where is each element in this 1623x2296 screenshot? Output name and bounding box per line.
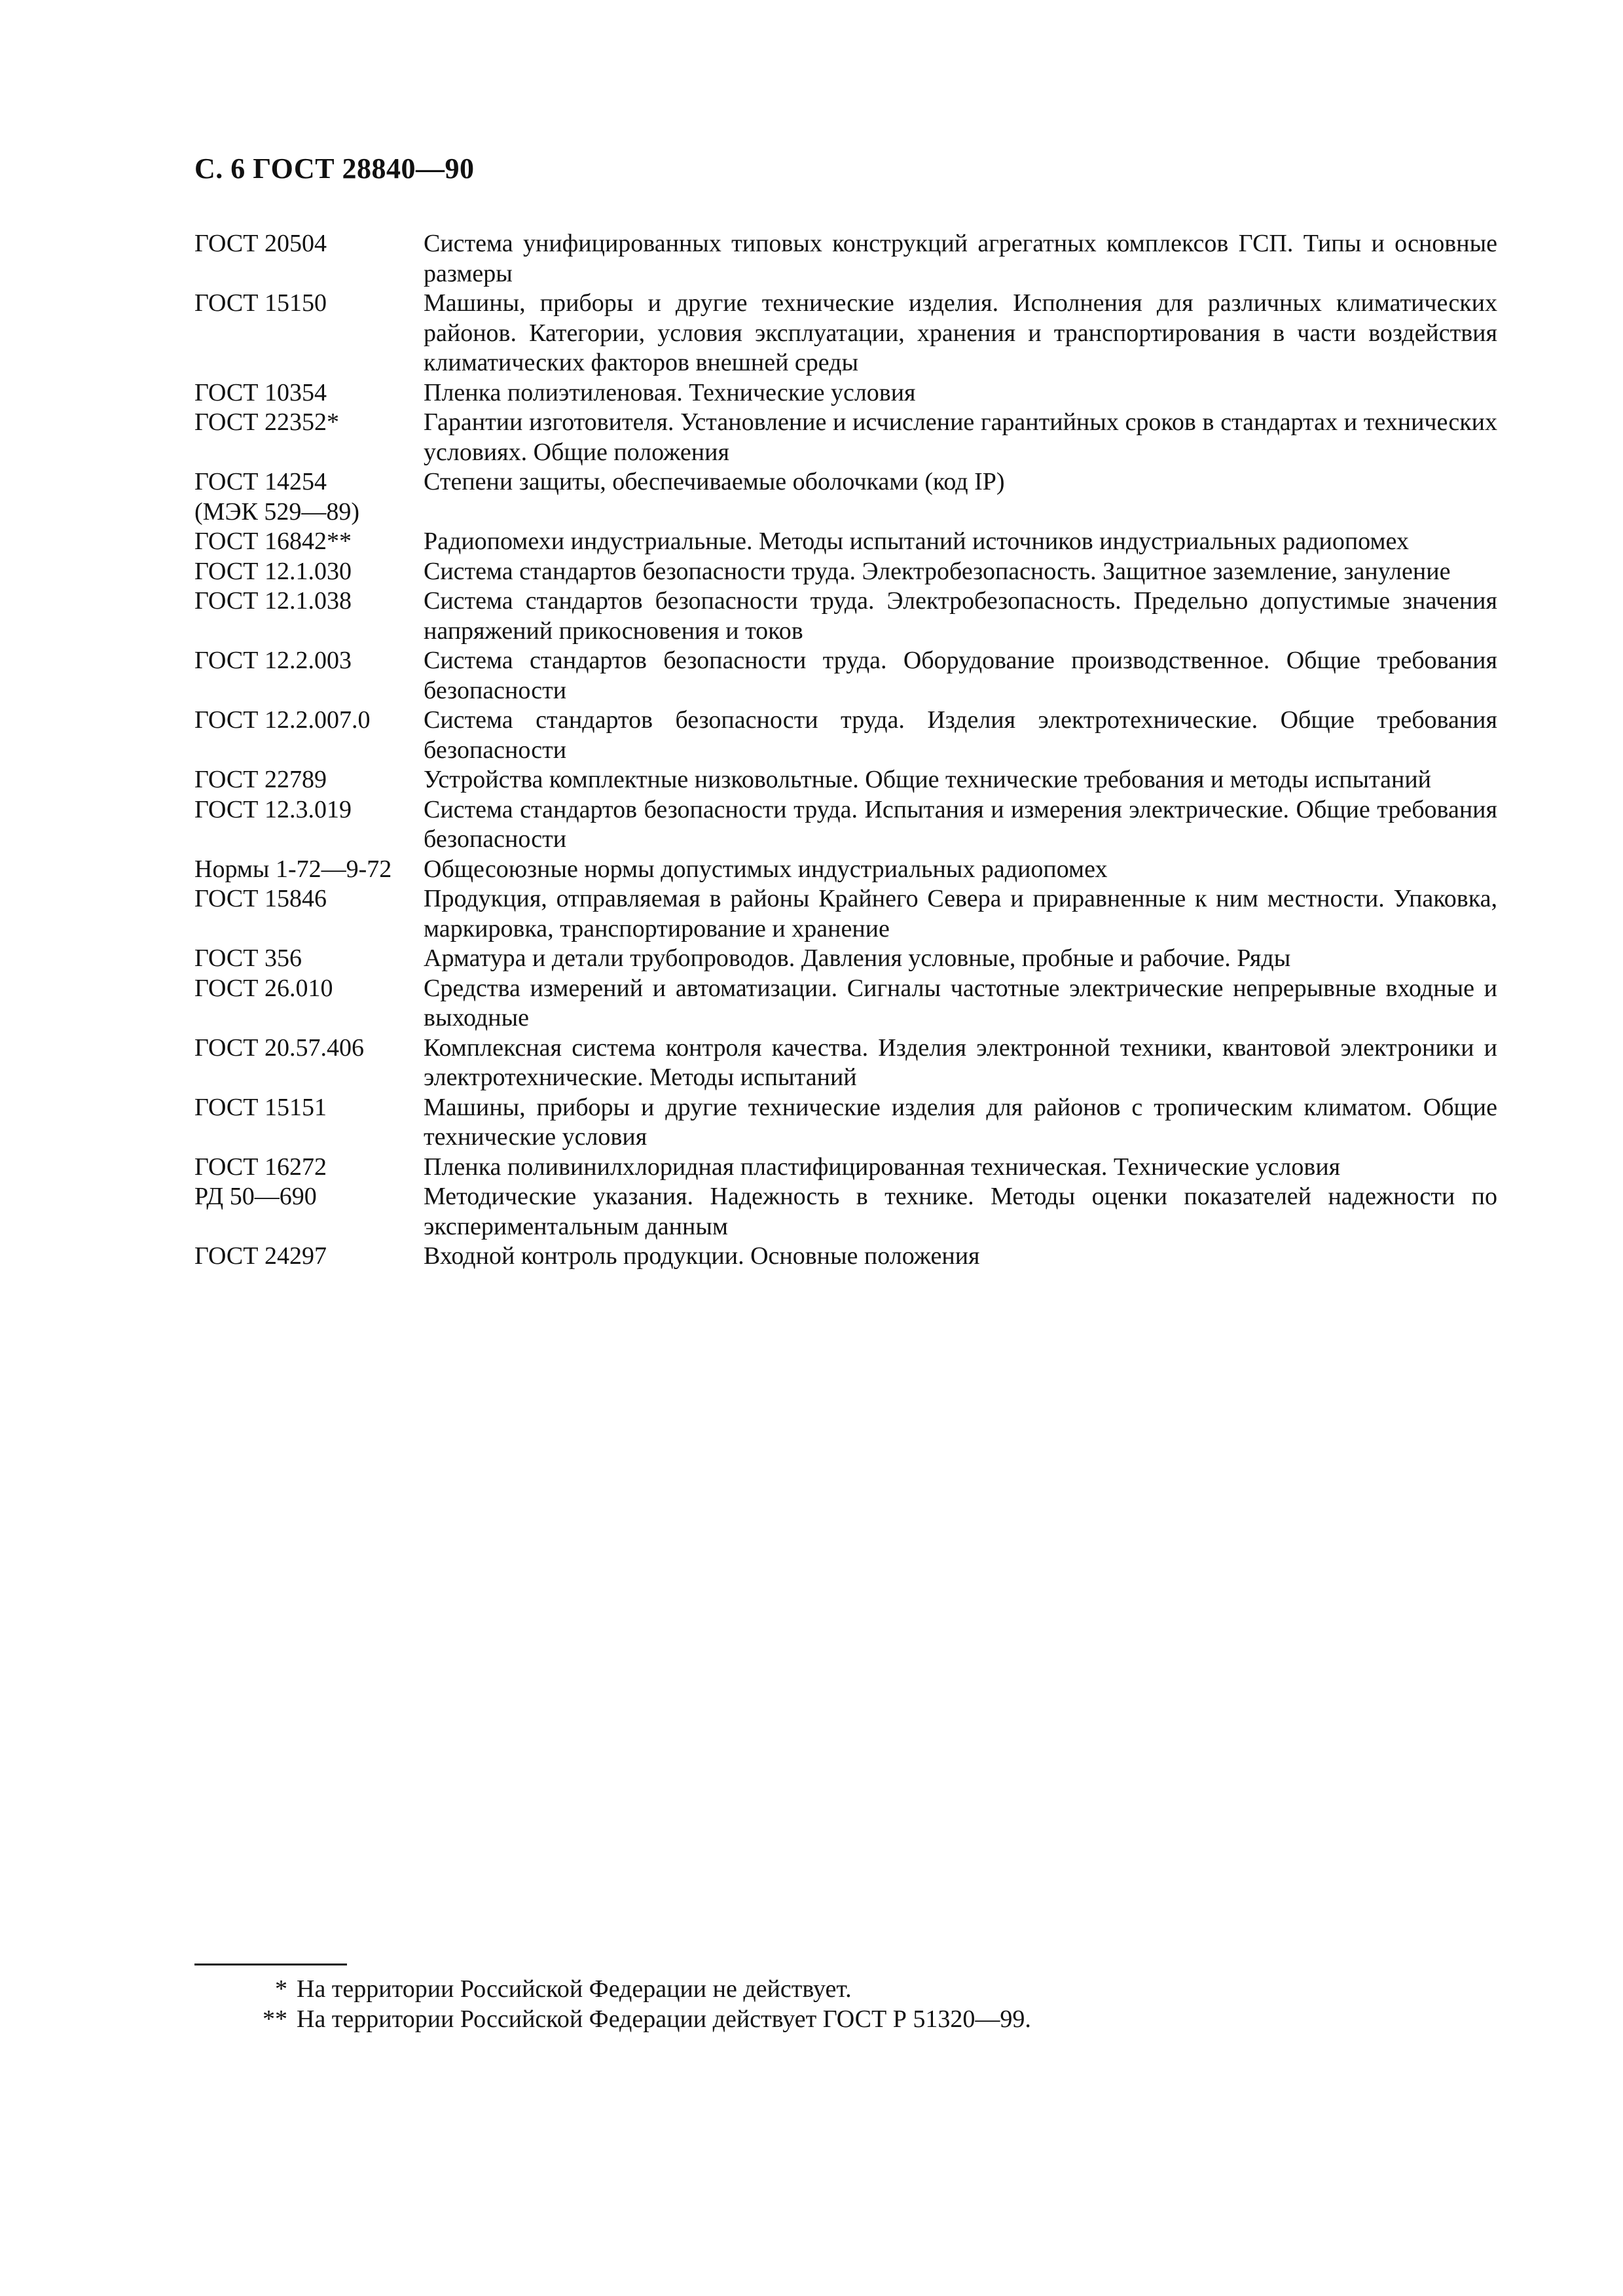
reference-row	[194, 289, 1497, 378]
reference-row	[194, 944, 1497, 974]
footnote	[194, 2005, 1497, 2035]
footnote-text: На территории Российской Федерации не действует.	[297, 1975, 852, 2003]
reference-code: ГОСТ 10354	[194, 378, 327, 406]
reference-row	[194, 1093, 1497, 1153]
reference-code: ГОСТ 12.1.038	[194, 587, 352, 615]
reference-row	[194, 855, 1497, 885]
reference-title: Система стандартов безопасности труда. Электробезопасность. Защитное заземление, зануление	[424, 557, 1451, 585]
reference-title: Средства измерений и автоматизации. Сигналы частотные электрические непрерывные входные и выходные	[424, 974, 1497, 1031]
reference-code: РД 50—690	[194, 1183, 317, 1210]
reference-row	[194, 795, 1497, 855]
reference-code: ГОСТ 12.2.007.0	[194, 706, 371, 734]
reference-row	[194, 646, 1497, 706]
footnotes	[194, 1964, 1497, 2034]
reference-code: ГОСТ 14254 (МЭК 529—89)	[194, 468, 360, 526]
footnote-mark: **	[263, 2005, 287, 2033]
reference-code: ГОСТ 15150	[194, 289, 327, 317]
reference-title: Арматура и детали трубопроводов. Давления условные, пробные и рабочие. Ряды	[424, 944, 1291, 972]
reference-code: ГОСТ 12.3.019	[194, 795, 352, 823]
reference-code: ГОСТ 24297	[194, 1242, 327, 1270]
reference-title: Комплексная система контроля качества. Изделия электронной техники, квантовой электроники и электротехнические. Методы испытаний	[424, 1033, 1497, 1091]
reference-title: Радиопомехи индустриальные. Методы испытаний источников индустриальных радиопомех	[424, 528, 1409, 555]
reference-code: ГОСТ 12.2.003	[194, 647, 352, 674]
reference-title: Степени защиты, обеспечиваемые оболочками (код IP)	[424, 468, 1005, 495]
page-header: С. 6 ГОСТ 28840—90	[194, 152, 475, 185]
reference-row	[194, 467, 1497, 527]
reference-code: ГОСТ 16272	[194, 1153, 327, 1181]
reference-code: ГОСТ 22352*	[194, 408, 339, 436]
reference-code: ГОСТ 15846	[194, 885, 327, 912]
reference-code: ГОСТ 15151	[194, 1093, 327, 1121]
reference-title: Методические указания. Надежность в технике. Методы оценки показателей надежности по экспериментальным данным	[424, 1183, 1497, 1240]
reference-row	[194, 884, 1497, 944]
footnote	[194, 1975, 1497, 2005]
reference-title: Входной контроль продукции. Основные положения	[424, 1242, 980, 1270]
reference-row	[194, 706, 1497, 765]
reference-title: Пленка полиэтиленовая. Технические условия	[424, 378, 916, 406]
reference-title: Машины, приборы и другие технические изделия. Исполнения для различных климатических районов. Категории, условия эксплуатации, хранения и транспортирования в части воздействия климатических факторов внешней среды	[424, 289, 1497, 376]
reference-row	[194, 378, 1497, 408]
reference-row	[194, 765, 1497, 795]
reference-row	[194, 527, 1497, 557]
footnote-list	[194, 1975, 1497, 2034]
reference-code: ГОСТ 16842**	[194, 528, 352, 555]
reference-title: Общесоюзные нормы допустимых индустриальных радиопомех	[424, 855, 1108, 883]
reference-code: Нормы 1-72—9-72	[194, 855, 392, 883]
reference-title: Гарантии изготовителя. Установление и исчисление гарантийных сроков в стандартах и технических условиях. Общие положения	[424, 408, 1497, 466]
reference-title: Система стандартов безопасности труда. Изделия электротехнические. Общие требования безопасности	[424, 706, 1497, 764]
reference-title: Система унифицированных типовых конструкций агрегатных комплексов ГСП. Типы и основные размеры	[424, 230, 1497, 287]
reference-title: Устройства комплектные низковольтные. Общие технические требования и методы испытаний	[424, 766, 1431, 793]
reference-code: ГОСТ 20504	[194, 230, 327, 257]
reference-code: ГОСТ 12.1.030	[194, 557, 352, 585]
reference-row	[194, 229, 1497, 289]
footnote-mark: *	[275, 1975, 287, 2003]
reference-row	[194, 1242, 1497, 1272]
reference-row	[194, 408, 1497, 467]
reference-title: Продукция, отправляемая в районы Крайнего Севера и приравненные к ним местности. Упаковка, маркировка, транспортирование и хранение	[424, 885, 1497, 942]
reference-row	[194, 1153, 1497, 1183]
reference-row	[194, 586, 1497, 646]
reference-code: ГОСТ 26.010	[194, 974, 333, 1002]
reference-row	[194, 1033, 1497, 1093]
references-list	[194, 229, 1497, 1272]
footnote-text: На территории Российской Федерации действует ГОСТ Р 51320—99.	[297, 2005, 1031, 2033]
reference-title: Система стандартов безопасности труда. Электробезопасность. Предельно допустимые значения напряжений прикосновения и токов	[424, 587, 1497, 645]
footnote-divider	[194, 1964, 347, 1965]
reference-title: Система стандартов безопасности труда. Оборудование производственное. Общие требования безопасности	[424, 647, 1497, 704]
reference-row	[194, 974, 1497, 1033]
reference-row	[194, 1182, 1497, 1242]
reference-title: Машины, приборы и другие технические изделия для районов с тропическим климатом. Общие технические условия	[424, 1093, 1497, 1151]
reference-code: ГОСТ 20.57.406	[194, 1033, 364, 1062]
reference-code: ГОСТ 22789	[194, 766, 327, 793]
reference-code: ГОСТ 356	[194, 944, 302, 972]
reference-title: Пленка поливинилхлоридная пластифицированная техническая. Технические условия	[424, 1153, 1341, 1181]
reference-title: Система стандартов безопасности труда. Испытания и измерения электрические. Общие требования безопасности	[424, 795, 1497, 853]
reference-row	[194, 557, 1497, 587]
